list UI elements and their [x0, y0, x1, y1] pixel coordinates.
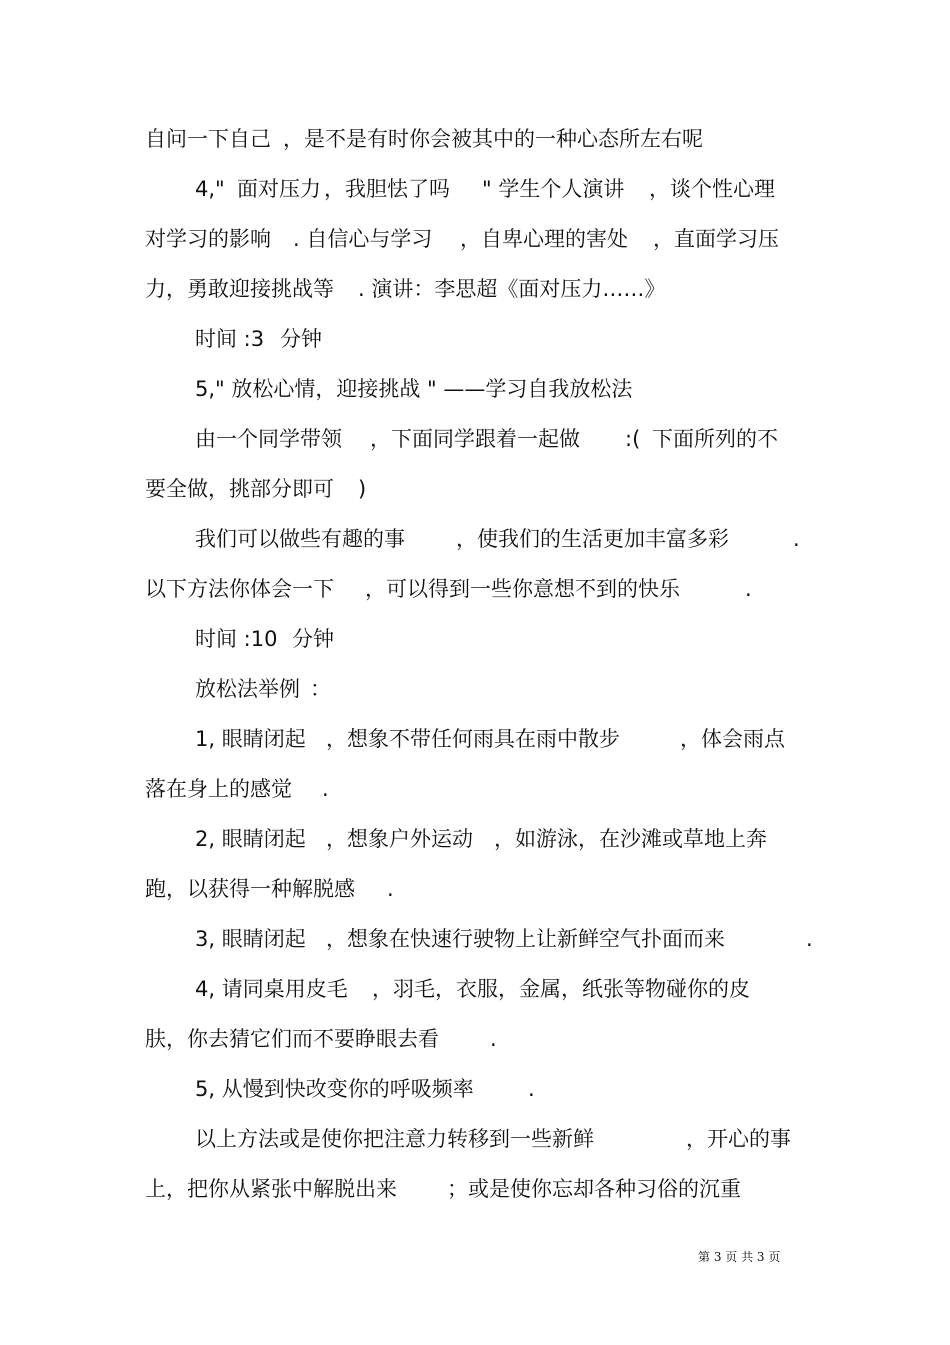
text-segment: 上，把你从紧张中解脱出来: [145, 1177, 397, 1201]
text-segment: 时间 :10: [195, 627, 278, 651]
text-segment: " 学生个人演讲: [482, 177, 625, 201]
text-segment: .: [793, 527, 800, 551]
text-line: [0, 1122, 950, 1156]
text-line: [0, 672, 950, 706]
text-segment: 2, 眼睛闭起: [195, 827, 306, 851]
text-segment: . 演讲：李思超《面对压力……》: [358, 277, 666, 301]
text-segment: :(: [625, 427, 641, 451]
text-segment: 自问一下自己: [145, 127, 271, 151]
text-segment: 落在身上的感觉: [145, 777, 292, 801]
text-segment: ，如游泳，在沙滩或草地上奔: [494, 827, 767, 851]
text-segment: 分钟: [292, 627, 334, 651]
text-segment: .: [528, 1077, 535, 1101]
text-segment: 1, 眼睛闭起: [195, 727, 306, 751]
text-line: [0, 922, 950, 956]
text-line: [0, 522, 950, 556]
text-segment: 4, 请同桌用皮毛: [195, 977, 348, 1001]
text-segment: ，使我们的生活更加丰富多彩: [456, 527, 729, 551]
text-segment: 肤，你去猜它们而不要睁眼去看: [145, 1027, 439, 1051]
text-line: [0, 722, 950, 756]
text-line: [0, 122, 950, 156]
text-segment: ): [358, 477, 367, 501]
text-segment: ，想象户外运动: [326, 827, 473, 851]
text-segment: 由一个同学带领: [195, 427, 342, 451]
text-segment: 3, 眼睛闭起: [195, 927, 306, 951]
text-line: [0, 422, 950, 456]
text-segment: .: [806, 927, 813, 951]
text-segment: 分钟: [280, 327, 322, 351]
text-segment: .: [745, 577, 752, 601]
text-segment: . 自信心与学习: [293, 227, 433, 251]
text-segment: ，我胆怯了吗: [324, 177, 450, 201]
text-segment: ，下面同学跟着一起做: [370, 427, 580, 451]
text-segment: .: [387, 877, 394, 901]
text-segment: .: [490, 1027, 497, 1051]
text-line: [0, 572, 950, 606]
text-line: [0, 222, 950, 256]
text-line: [0, 172, 950, 206]
text-segment: ，体会雨点: [680, 727, 785, 751]
text-segment: ；或是使你忘却各种习俗的沉重: [447, 1177, 741, 1201]
text-segment: ，羽毛，衣服，金属，纸张等物碰你的皮: [372, 977, 750, 1001]
text-segment: 我们可以做些有趣的事: [195, 527, 405, 551]
text-segment: 时间 :3: [195, 327, 265, 351]
text-line: [0, 622, 950, 656]
text-segment: ，想象在快速行驶物上让新鲜空气扑面而来: [326, 927, 725, 951]
text-segment: ，开心的事: [686, 1127, 791, 1151]
text-segment: ，谈个性心理: [649, 177, 775, 201]
text-segment: 跑，以获得一种解脱感: [145, 877, 355, 901]
text-segment: ，直面学习压: [653, 227, 779, 251]
text-line: [0, 272, 950, 306]
text-segment: 面对压力: [237, 177, 321, 201]
text-segment: 对学习的影响: [145, 227, 271, 251]
text-line: [0, 1072, 950, 1106]
text-line: [0, 972, 950, 1006]
text-line: [0, 372, 950, 406]
text-line: [0, 472, 950, 506]
text-segment: ，是不是有时你会被其中的一种心态所左右呢: [283, 127, 703, 151]
text-segment: 以上方法或是使你把注意力转移到一些新鲜: [195, 1127, 594, 1151]
text-segment: 5, 从慢到快改变你的呼吸频率: [195, 1077, 474, 1101]
text-line: [0, 872, 950, 906]
text-segment: ：: [310, 677, 331, 701]
text-segment: ，自卑心理的害处: [460, 227, 628, 251]
text-segment: 下面所列的不: [652, 427, 778, 451]
text-line: [0, 822, 950, 856]
text-segment: ，可以得到一些你意想不到的快乐: [365, 577, 680, 601]
text-segment: 5," 放松心情，迎接挑战 " ——学习自我放松法: [195, 377, 633, 401]
text-segment: 力，勇敢迎接挑战等: [145, 277, 334, 301]
text-segment: 要全做，挑部分即可: [145, 477, 334, 501]
text-line: [0, 1022, 950, 1056]
text-line: [0, 322, 950, 356]
page-number: 第 3 页 共 3 页: [698, 1250, 781, 1264]
text-segment: .: [322, 777, 329, 801]
text-line: [0, 1172, 950, 1206]
text-segment: 放松法举例: [195, 677, 300, 701]
text-line: [0, 772, 950, 806]
text-segment: 4,": [195, 177, 225, 201]
text-segment: 以下方法你体会一下: [145, 577, 334, 601]
text-segment: ，想象不带任何雨具在雨中散步: [326, 727, 620, 751]
